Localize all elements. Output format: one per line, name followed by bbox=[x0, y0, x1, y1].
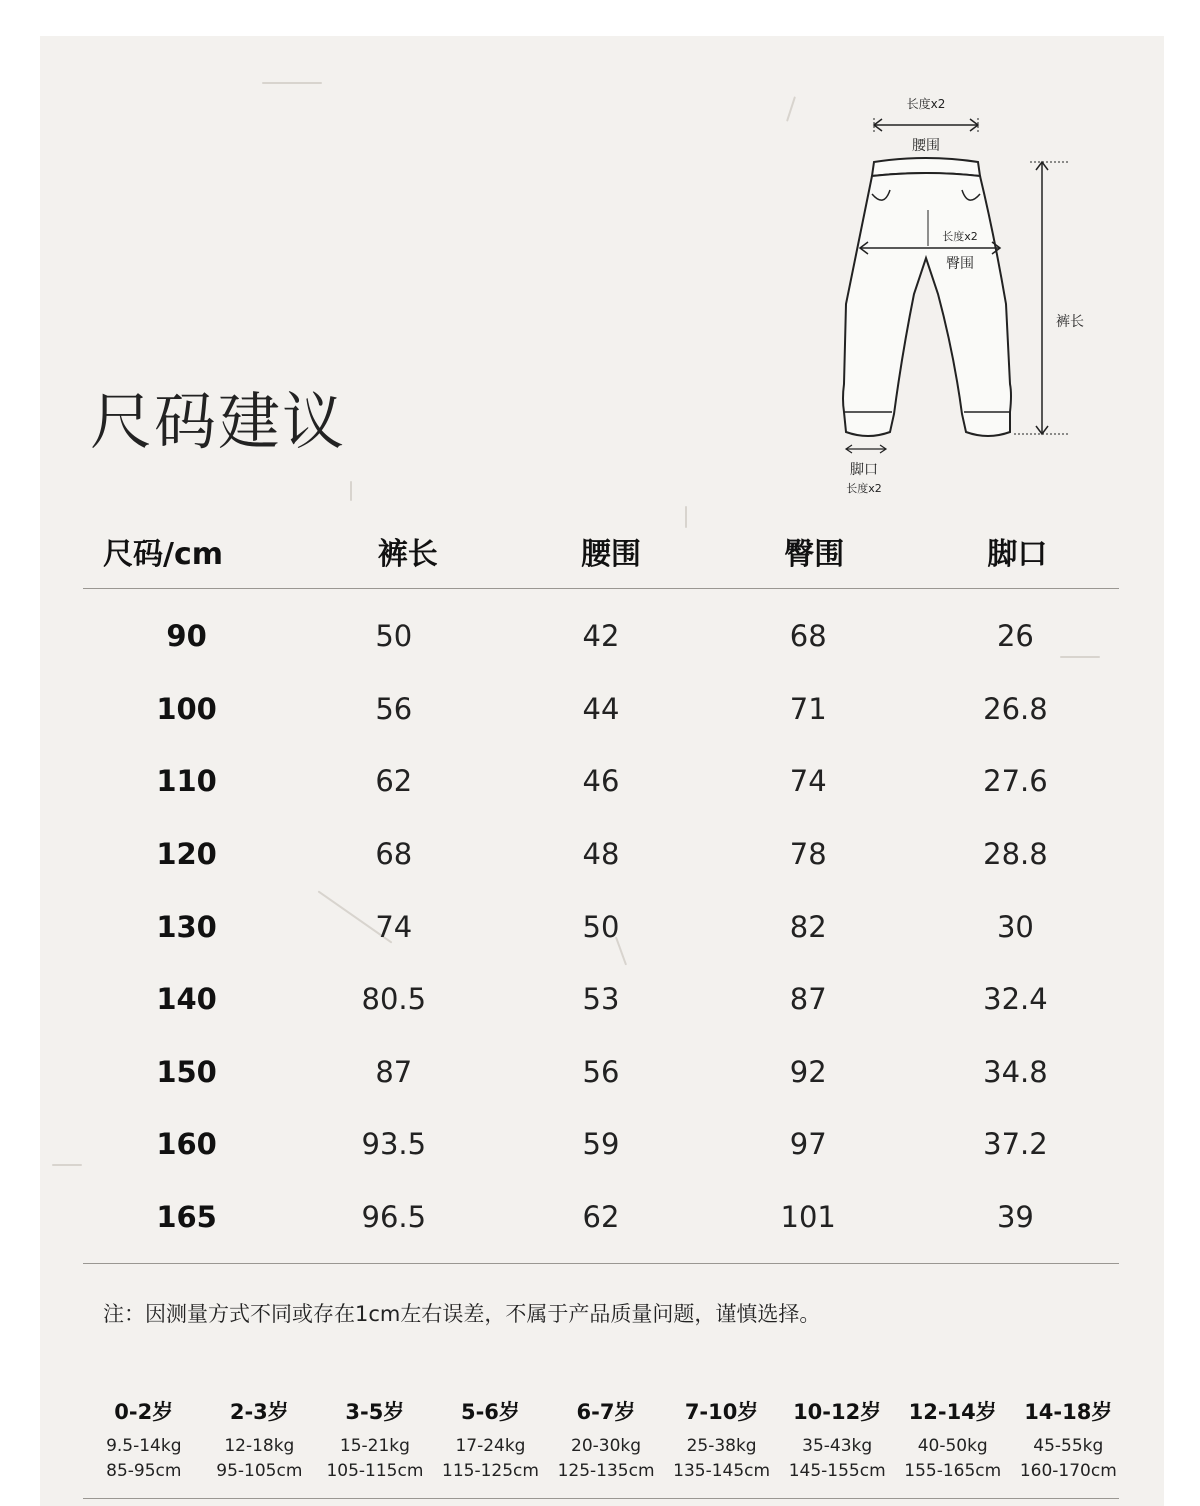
pants-measurement-diagram bbox=[830, 94, 1110, 495]
cell-waist: 56 bbox=[582, 1054, 620, 1089]
hip-label: 臀围 bbox=[946, 256, 974, 272]
age-range: 7-10岁 bbox=[684, 1400, 759, 1424]
age-weight: 12-18kg bbox=[224, 1436, 295, 1456]
age-weight: 17-24kg bbox=[455, 1436, 526, 1456]
cell-length: 50 bbox=[375, 619, 413, 654]
table-body bbox=[83, 589, 1119, 1263]
age-column bbox=[202, 1396, 318, 1484]
header-cuff: 脚口 bbox=[987, 537, 1048, 572]
age-column bbox=[548, 1396, 664, 1484]
paper-fiber bbox=[52, 1164, 82, 1166]
header-length: 裤长 bbox=[377, 537, 438, 572]
age-weight: 40-50kg bbox=[917, 1436, 988, 1456]
age-height: 135-145cm bbox=[673, 1461, 771, 1481]
age-weight: 35-43kg bbox=[802, 1436, 873, 1456]
cell-waist: 42 bbox=[582, 619, 620, 654]
table-row bbox=[83, 745, 1119, 818]
cell-waist: 44 bbox=[582, 691, 620, 726]
age-column bbox=[1011, 1396, 1127, 1484]
cell-size: 120 bbox=[156, 837, 217, 872]
cell-hip: 71 bbox=[789, 691, 827, 726]
length-label: 裤长 bbox=[1056, 314, 1084, 330]
cell-hip: 68 bbox=[789, 619, 827, 654]
cell-size: 160 bbox=[156, 1127, 217, 1162]
age-height: 115-125cm bbox=[442, 1461, 539, 1481]
age-height: 155-165cm bbox=[904, 1461, 1002, 1481]
age-column bbox=[433, 1396, 549, 1484]
table-row bbox=[83, 1181, 1119, 1254]
table-header-row bbox=[83, 514, 1119, 588]
cell-length: 56 bbox=[375, 691, 413, 726]
age-range: 6-7岁 bbox=[576, 1400, 636, 1424]
cuff-length-label: 长度x2 bbox=[846, 482, 882, 495]
cell-size: 130 bbox=[156, 909, 217, 944]
cell-size: 150 bbox=[156, 1054, 217, 1089]
age-height: 125-135cm bbox=[557, 1461, 655, 1481]
age-range: 10-12岁 bbox=[793, 1400, 882, 1424]
cell-waist: 46 bbox=[582, 764, 620, 799]
pants-outline bbox=[843, 173, 1011, 436]
age-range: 3-5岁 bbox=[345, 1400, 405, 1424]
size-chart-card bbox=[40, 36, 1164, 1506]
cell-size: 140 bbox=[156, 982, 217, 1017]
cell-hip: 101 bbox=[780, 1200, 836, 1235]
cell-hip: 87 bbox=[789, 982, 827, 1017]
header-waist: 腰围 bbox=[581, 537, 641, 572]
age-column bbox=[895, 1396, 1011, 1484]
age-weight: 45-55kg bbox=[1033, 1436, 1104, 1456]
cell-waist: 50 bbox=[582, 909, 620, 944]
table-row bbox=[83, 600, 1119, 673]
cell-length: 62 bbox=[375, 764, 413, 799]
cell-cuff: 26 bbox=[996, 619, 1034, 654]
waist-label: 腰围 bbox=[912, 138, 940, 154]
age-height: 105-115cm bbox=[326, 1461, 424, 1481]
hip-length-label: 长度x2 bbox=[942, 230, 978, 243]
table-row bbox=[83, 963, 1119, 1036]
table-bottom-divider bbox=[83, 1263, 1119, 1264]
bottom-divider bbox=[83, 1498, 1119, 1499]
age-range: 2-3岁 bbox=[229, 1400, 289, 1424]
paper-fiber bbox=[350, 481, 352, 501]
cell-size: 90 bbox=[166, 619, 207, 654]
table-row bbox=[83, 890, 1119, 963]
cell-cuff: 27.6 bbox=[983, 764, 1048, 799]
table-row bbox=[83, 673, 1119, 746]
age-weight: 15-21kg bbox=[339, 1436, 410, 1456]
paper-fiber bbox=[786, 96, 796, 121]
measurement-note: 注：因测量方式不同或存在1cm左右误差，不属于产品质量问题，谨慎选择。 bbox=[103, 1302, 821, 1326]
cell-cuff: 32.4 bbox=[983, 982, 1048, 1017]
page-title: 尺码建议 bbox=[90, 385, 347, 458]
age-reference bbox=[86, 1396, 1126, 1484]
cell-waist: 48 bbox=[582, 837, 620, 872]
age-weight: 9.5-14kg bbox=[106, 1436, 182, 1456]
cell-length: 87 bbox=[375, 1054, 413, 1089]
cell-waist: 59 bbox=[582, 1127, 620, 1162]
age-height: 145-155cm bbox=[788, 1461, 886, 1481]
cell-length: 80.5 bbox=[361, 982, 427, 1017]
cell-hip: 82 bbox=[789, 909, 827, 944]
cell-length: 68 bbox=[375, 837, 413, 872]
age-column bbox=[317, 1396, 433, 1484]
cell-size: 110 bbox=[156, 764, 217, 799]
cell-size: 100 bbox=[156, 691, 217, 726]
age-range: 5-6岁 bbox=[460, 1400, 520, 1424]
cell-hip: 74 bbox=[789, 764, 827, 799]
age-column bbox=[779, 1396, 895, 1484]
age-weight: 20-30kg bbox=[571, 1436, 642, 1456]
cell-waist: 53 bbox=[582, 982, 620, 1017]
cell-waist: 62 bbox=[582, 1200, 620, 1235]
cuff-label: 脚口 bbox=[850, 462, 878, 478]
header-hip: 臀围 bbox=[784, 537, 845, 572]
age-range: 0-2岁 bbox=[114, 1400, 174, 1424]
cell-hip: 92 bbox=[789, 1054, 827, 1089]
cell-cuff: 37.2 bbox=[983, 1127, 1048, 1162]
age-column bbox=[664, 1396, 780, 1484]
cell-length: 93.5 bbox=[361, 1127, 427, 1162]
table-row bbox=[83, 818, 1119, 891]
age-weight: 25-38kg bbox=[686, 1436, 757, 1456]
age-column bbox=[86, 1396, 202, 1484]
age-height: 95-105cm bbox=[216, 1461, 303, 1481]
waist-length-label: 长度x2 bbox=[906, 97, 946, 111]
cell-cuff: 39 bbox=[996, 1200, 1034, 1235]
age-height: 85-95cm bbox=[106, 1461, 182, 1481]
table-row bbox=[83, 1108, 1119, 1181]
header-size: 尺码/cm bbox=[103, 537, 223, 572]
age-height: 160-170cm bbox=[1019, 1461, 1117, 1481]
pants-diagram-svg bbox=[830, 94, 1110, 495]
cell-length: 74 bbox=[375, 909, 413, 944]
cell-hip: 97 bbox=[789, 1127, 827, 1162]
table-row bbox=[83, 1036, 1119, 1109]
paper-fiber bbox=[262, 82, 322, 84]
cell-size: 165 bbox=[156, 1200, 217, 1235]
cell-cuff: 34.8 bbox=[983, 1054, 1048, 1089]
cell-hip: 78 bbox=[789, 837, 827, 872]
cell-cuff: 26.8 bbox=[983, 691, 1048, 726]
cell-cuff: 28.8 bbox=[983, 837, 1048, 872]
age-range: 14-18岁 bbox=[1024, 1400, 1113, 1424]
cell-length: 96.5 bbox=[361, 1200, 427, 1235]
size-table bbox=[83, 514, 1119, 1264]
cell-cuff: 30 bbox=[996, 909, 1034, 944]
age-range: 12-14岁 bbox=[908, 1400, 997, 1424]
